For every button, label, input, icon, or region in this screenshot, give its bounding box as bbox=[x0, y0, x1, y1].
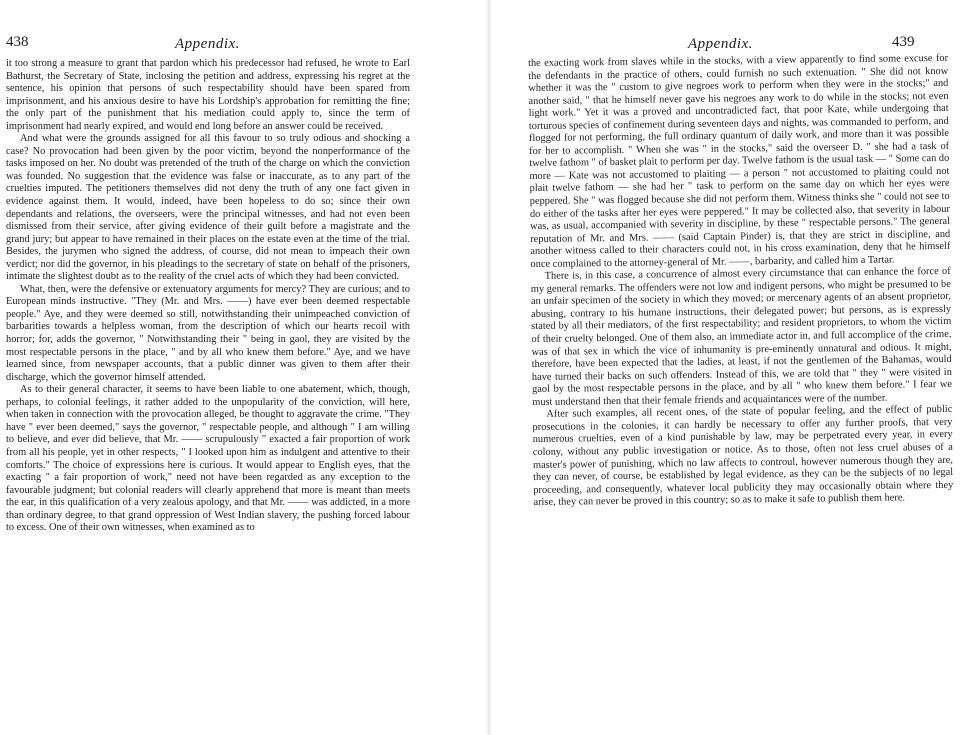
page-number-right: 439 bbox=[892, 34, 915, 50]
paragraph: After such examples, all recent ones, of the state of popular feeling, and the effect of public prosecutions in the colonies, it can hardly be necessary to offer any further proofs, that very numerous cruelties, even of a kind punishable by law, may be perpetrated every year, in every colony, without any public investigation or notice. As to those, often not less cruel abuses of a master's power of punishing, which no law affects to controul, however numerous though they are, they can never, of course, be established by legal evidence, as they can be the subjects of no legal proceeding, and consequently, whatever local publicity they may occasionally obtain where they arise, they can never be proved in this country; so as to make it safe to publish them here. bbox=[532, 404, 954, 509]
running-head-right: Appendix. bbox=[688, 36, 753, 52]
paragraph: the exacting work from slaves while in the stocks, with a view apparently to find some excuse for the defendants in the practice of others, could furnish no such extenuation. " She did not know whether it was the " custom to give negroes work to perform when they were in the stocks;" and another said, " that he himself never gave his negroes any work to do while in the stocks; not even light work." Yet it was a proved and uncontradicted fact, that poor Kate, while undergoing that torturous species of confinement during seventeen days and nights, was commanded to perform, and flogged for not performing, the full ordinary quantum of daily work, and more than it was possible for her to accomplish. " When she was " in the stocks," said the overseer D. " she had a task of twelve fathom " of basket plait to perform per day. Twelve fathom is the usual task — " Some can do more — Kate was not accustomed to plaiting — a person " not accustomed to plaiting could not plait twelve fathom — she had her " task to perform on the same day on which her eyes were peppered. She " was flogged because she did not perform them. Witness thinks she " could not see to do either of the tasks after her eyes were peppered." It may be collected also, that severity in labour was, as usual, accompanied with severity in discipline, by these " respectable persons." The general reputation of Mr. and Mrs. —— (said Captain Pinder) is, that they are strict in discipline, and another witness called to their characters could not, in his cross examination, deny that he himself once complained to the attorney-general of Mr. ——, barbarity, and called him a Tartar. bbox=[528, 52, 951, 270]
paragraph: There is, in this case, a concurrence of almost every circumstance that can enhance the force of my general remarks. The offenders were not low and indigent persons, who might be presumed to be an unfair specimen of the society in which they moved; or mercenary agents of an absent proprietor, abusing, contrary to his humane instructions, their delegated power; but persons, as is expressly stated by all their mediators, of the first respectability; and resident proprietors, to whom the victim of their cruelty belonged. One of them also, an immediate actor in, and full accomplice of the crime, was of that sex in which the vice of inhumanity is pre-eminently unnatural and odious. It might, therefore, have been expected that the ladies, at least, if not the gentlemen of the Bahamas, would have turned their backs on such offenders. Instead of this, we are told that " they " were visited in gaol by the most respectable persons in the place, and by all " who knew them before." I fear we must understand then that their female friends and acquaintances were of the number. bbox=[530, 266, 953, 408]
paragraph: And what were the grounds assigned for all this favour to so truly odious and shocking a case? No provocation had been given by the poor victim, beyond the nonperformance of the tasks imposed on her. No doubt was pretended of the truth of the charge on which the conviction was founded. No suggestion that the evidence was false or inaccurate, as to any part of the cruelties imputed. The petitioners themselves did not deny the truth of any one fact given in evidence against them. It would, indeed, have been hopeless to do so; since their own dependants and relations, the overseers, were the principal witnesses, and had not even been dismissed from their service, after giving evidence of their guilt before a magistrate and the grand jury; but appear to have remained in their places on the estate even at the time of the trial. Besides, the jurymen who signed the address, of course, did not mean to impeach their own verdict; nor did the governor, in his pleadings to the secretary of state on behalf of the prisoners, intimate the slightest doubt as to the reality of the cruel acts of which they had been convicted. bbox=[6, 133, 410, 283]
paragraph: it too strong a measure to grant that pardon which his predecessor had refused, he wrote to Earl Bathurst, the Secretary of State, inclosing the petition and address, expressing his regret at the sentence, his opinion that persons of such respectability should have been spared from imprisonment, and his anxious desire to have his Lordship's approbation for remitting the fine; the only part of the punishment that his mediation could apply to, since the term of imprisonment had nearly expired, and would end long before an answer could be received. bbox=[6, 58, 410, 132]
running-head-left: Appendix. bbox=[175, 36, 240, 52]
right-page bbox=[492, 0, 980, 735]
paragraph: What, then, were the defensive or extenuatory arguments for mercy? They are curious; and to European minds instructive. "They (Mr. and Mrs. ——) have ever been deemed respectable people." Aye, and they were deemed so still, notwithstanding their unimpeached conviction of barbarities towards a helpless woman, from the description of which our hearts recoil with horror; for, adds the governor, " Notwithstanding their " being in gaol, they are visited by the most respectable persons in the place, " and by all who knew them before." Aye, and we have learned since, from newspaper accounts, that a public dinner was given to them after their discharge, which the governor himself attended. bbox=[6, 283, 410, 383]
paragraph: As to their general character, it seems to have been liable to one abatement, which, though, perhaps, to colonial feelings, it rather added to the unpopularity of the conviction, will here, when taken in connection with the provocation alleged, be thought to aggravate the crime. "They have " ever been deemed," says the governor, " respectable people, and although " I am willing to believe, and ever did believe, that Mr. —— scrupulously " exacted a fair proportion of work from all his people, yet in other respects, " I looked upon him as indulgent and attentive to their comforts." The choice of expressions here is curious. It would appear to English eyes, that the exacting " a fair proportion of work," need not have been regarded as any exception to the favourable judgment; but colonial readers will clearly apprehend that more is meant than meets the ear, in this qualification of a very zealous apology, and that Mr. —— was addicted, in a more than ordinary degree, to that grand oppression of West Indian slavery, the pushing forced labour to excess. One of their own witnesses, when examined as to bbox=[6, 384, 410, 534]
left-page-body bbox=[6, 58, 410, 535]
page-number-left: 438 bbox=[6, 34, 29, 50]
right-page-body bbox=[528, 53, 953, 510]
